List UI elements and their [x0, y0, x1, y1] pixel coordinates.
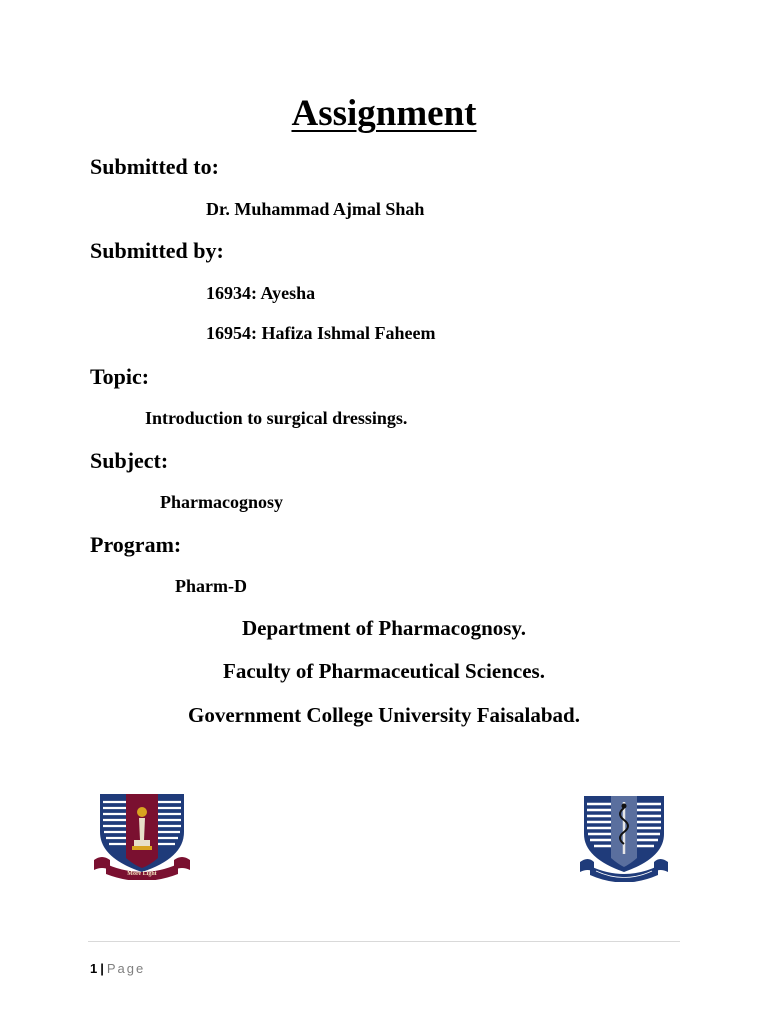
supervisor-name: Dr. Muhammad Ajmal Shah: [206, 199, 425, 219]
page-number: 1: [90, 961, 98, 976]
crest-motto: More Light: [127, 871, 157, 877]
pharmacy-faculty-crest-icon: [578, 792, 670, 882]
submitted-to-label: Submitted to:: [90, 154, 219, 179]
department-name: Department of Pharmacognosy.: [241, 616, 527, 640]
student-entry: 16934: Ayesha: [206, 283, 316, 303]
program-value: Pharm-D: [175, 576, 247, 596]
topic-label: Topic:: [90, 364, 150, 389]
student-entry: 16954: Hafiza Ishmal Faheem: [206, 323, 436, 343]
university-name: Government College University Faisalabad.: [188, 703, 580, 727]
submitted-by-label: Submitted by:: [90, 238, 224, 263]
footer-divider: [88, 941, 680, 942]
gcuf-crest-icon: [92, 788, 192, 880]
faculty-name: Faculty of Pharmaceutical Sciences.: [223, 659, 545, 683]
page-footer: [90, 961, 145, 976]
topic-value: Introduction to surgical dressings.: [145, 408, 408, 428]
footer-separator: |: [100, 961, 104, 976]
document-title: Assignment: [291, 93, 477, 134]
subject-label: Subject:: [90, 448, 169, 473]
program-label: Program:: [90, 532, 182, 557]
subject-value: Pharmacognosy: [160, 492, 283, 512]
page-label: Page: [106, 961, 146, 976]
